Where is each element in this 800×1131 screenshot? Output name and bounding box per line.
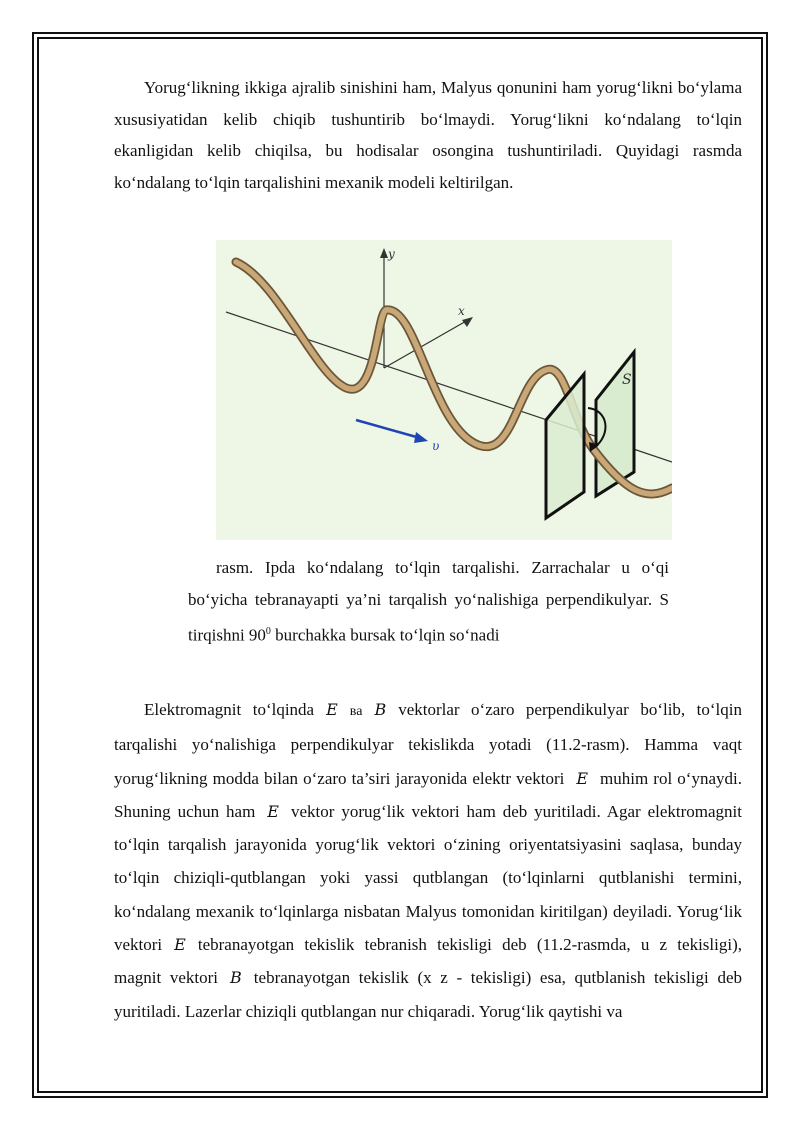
x-axis-label: x	[458, 304, 465, 318]
vector-b: B	[374, 700, 387, 719]
slit-label: S	[622, 372, 632, 388]
text-segment: vektor yorug‘lik vektori ham deb yuritiladi. Agar elektromagnit to‘lqin tarqalish jarayonida yorug‘lik vektori o‘zining oriyentatsiyasini saqlasa, bunday to‘lqin chiziqli-qutblangan yoki yassi qutblangan (to‘lqinlarni qutblanishi termini, ko‘ndalang mexanik to‘lqinlarga nisbatan Malyus tomonidan kiritilgan) deyiladi. Yorug‘lik vektori	[114, 801, 742, 955]
text-segment: tebranayotgan tekislik (x z - tekisligi) esa, qutblanish tekisligi deb yuritiladi. Lazerlar chiziqli qutblangan nur chiqaradi. Yorug‘lik qaytishi va	[114, 968, 742, 1021]
velocity-label: υ	[432, 439, 440, 453]
figure-caption	[188, 552, 669, 652]
text-segment: tebranayotgan tekislik tebranish tekisligi deb (11.2-rasmda, u z tekisligi), magnit vektori	[114, 935, 742, 988]
wave-illustration	[216, 240, 672, 540]
vector-e: E	[174, 935, 186, 955]
vector-e: E	[267, 801, 279, 821]
paragraph-electromagnetic	[114, 693, 742, 1028]
caption-degree-superscript: 0	[265, 626, 271, 637]
y-axis-label: y	[388, 247, 395, 261]
conjunction: ва	[349, 704, 363, 719]
text-segment: vektorlar o‘zaro perpendikulyar bo‘lib, to‘lqin tarqalishi yo‘nalishiga perpendikulyar tekislikda yotadi (11.2-rasm). Hamma vaqt yorug‘likning modda bilan o‘zaro ta’siri jarayonida elektr vektori	[114, 700, 742, 788]
paragraph-intro: Yorug‘likning ikkiga ajralib sinishini ham, Malyus qonunini ham yorug‘likni bo‘ylama xususiyatidan kelib chiqib tushuntirib bo‘lmaydi. Yorug‘likni ko‘ndalang to‘lqin ekanligidan kelib chiqilsa, bu hodisalar osongina tushuntiriladi. Quyidagi rasmda ko‘ndalang to‘lqin tarqalishini mexanik modeli keltirilgan.	[114, 78, 742, 192]
text-segment: Elektromagnit to‘lqinda	[144, 700, 315, 719]
text-segment: muhim rol o‘ynaydi. Shuning uchun ham	[114, 768, 742, 821]
transverse-wave-figure	[216, 240, 672, 540]
caption-text: rasm. Ipda ko‘ndalang to‘lqin tarqalishi. Zarrachalar u o‘qi bo‘yicha tebranayapti ya’ni tarqalish yo‘nalishiga perpendikulyar. S tirqishni 90	[188, 558, 669, 645]
vector-e: E	[326, 700, 338, 719]
vector-e: E	[576, 768, 589, 788]
caption-text-end: burchakka bursak to‘lqin so‘nadi	[270, 625, 500, 645]
vector-b: B	[230, 968, 242, 988]
